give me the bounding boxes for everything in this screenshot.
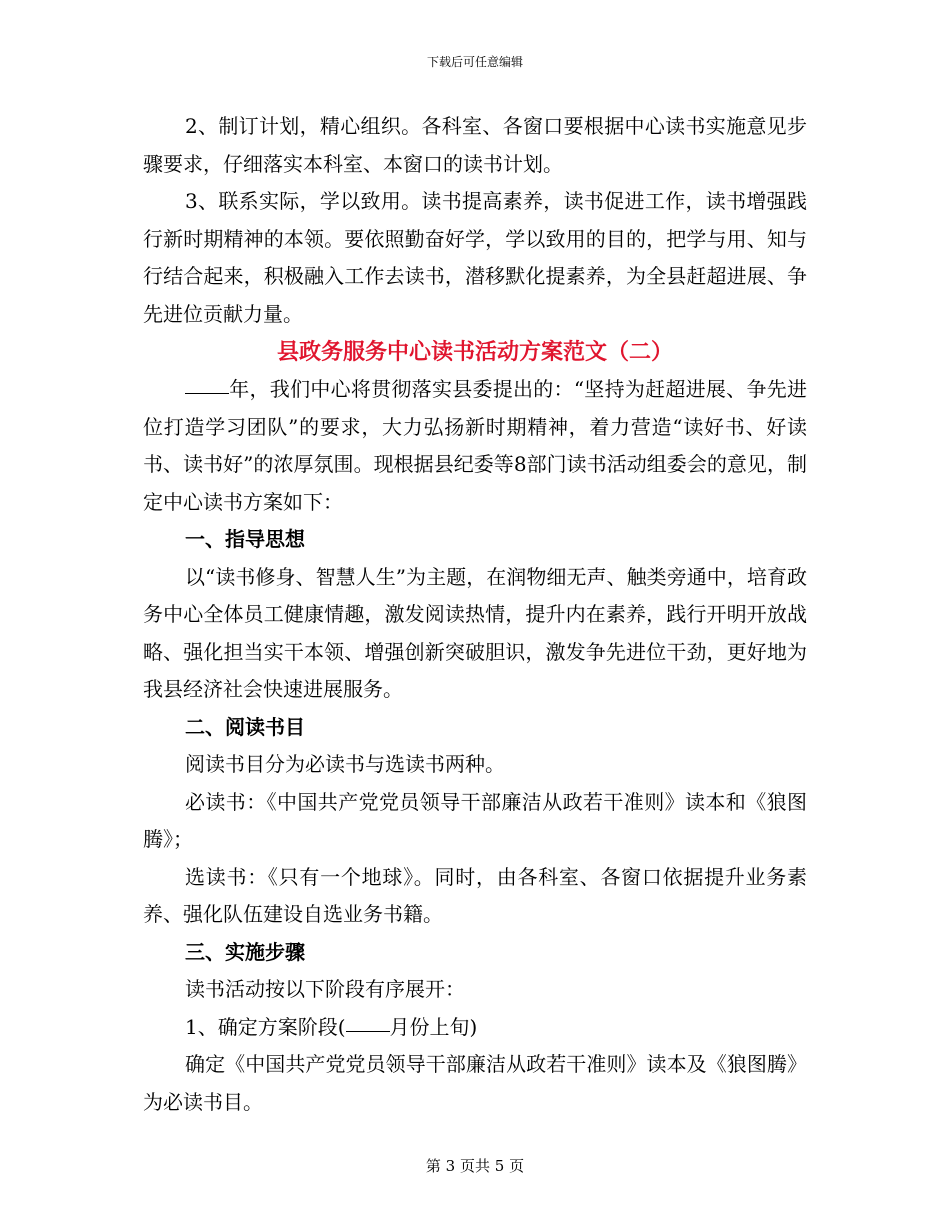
stage-1-suffix: 月份上旬) bbox=[389, 1014, 478, 1039]
heading-reading-list: 二、阅读书目 bbox=[185, 714, 305, 739]
page-footer: 第 3 页共 5 页 bbox=[425, 1157, 525, 1175]
stage-1-prefix: 1、确定方案阶段( bbox=[185, 1014, 346, 1039]
paragraph-plan: 2、制订计划，精心组织。各科室、各窗口要根据中心读书实施意见步骤要求，仔细落实本科室、本窗口的读书计划。 bbox=[143, 114, 807, 176]
blank-underline bbox=[346, 1030, 390, 1032]
heading-steps: 三、实施步骤 bbox=[185, 939, 305, 964]
paragraph-stage-1-detail: 确定《中国共产党党员领导干部廉洁从政若干准则》读本及《狼图腾》为必读书目。 bbox=[143, 1052, 807, 1114]
paragraph-stage-1 bbox=[143, 1009, 807, 1047]
paragraph-intro-text: 年，我们中心将贯彻落实县委提出的：“坚持为赶超进展、争先进位打造学习团队”的要求，大力弘扬新时期精神，着力营造“读好书、好读书、读书好”的浓厚氛围。现根据县纪委等8部门读书活动组委会的意见，制定中心读书方案如下： bbox=[143, 377, 807, 514]
page-header: 下载后可任意编辑 bbox=[426, 55, 523, 69]
document-title: 县政务服务中心读书活动方案范文（二） bbox=[276, 339, 673, 365]
paragraph-practice: 3、联系实际，学以致用。读书提高素养，读书促进工作，读书增强践行新时期精神的本领。要依照勤奋好学，学以致用的目的，把学与用、知与行结合起来，积极融入工作去读书，潜移默化提素养，为全县赶超进展、争先进位贡献力量。 bbox=[143, 189, 807, 326]
paragraph-optional-books: 选读书：《只有一个地球》。同时，由各科室、各窗口依据提升业务素养、强化队伍建设自选业务书籍。 bbox=[143, 864, 807, 926]
paragraph-stages: 读书活动按以下阶段有序展开： bbox=[185, 977, 465, 1001]
paragraph-theme: 以“读书修身、智慧人生”为主题，在润物细无声、触类旁通中，培育政务中心全体员工健康情趣，激发阅读热情，提升内在素养，践行开明开放战略、强化担当实干本领、增强创新突破胆识，激发争先进位干劲，更好地为我县经济社会快速进展服务。 bbox=[143, 564, 807, 701]
paragraph-required-books: 必读书：《中国共产党党员领导干部廉洁从政若干准则》读本和《狼图腾》； bbox=[143, 789, 807, 851]
paragraph-list-types: 阅读书目分为必读书与选读书两种。 bbox=[185, 752, 505, 776]
heading-guiding-thought: 一、指导思想 bbox=[185, 527, 305, 551]
blank-underline bbox=[185, 392, 229, 394]
paragraph-intro bbox=[143, 371, 807, 521]
document-body bbox=[143, 108, 807, 1121]
